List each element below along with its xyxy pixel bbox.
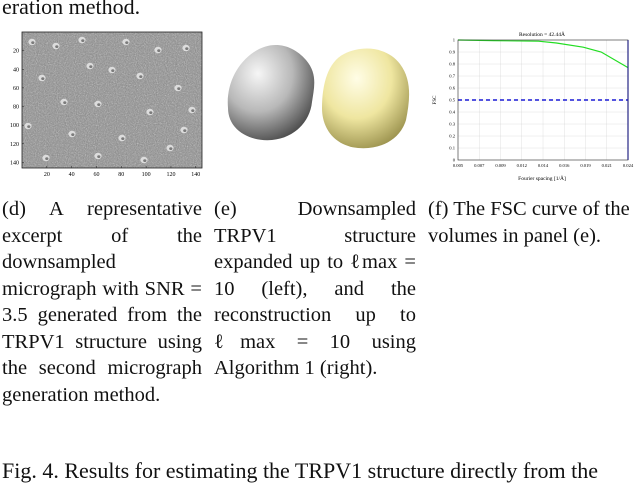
y-tick-label: 20	[13, 48, 19, 55]
preceding-text-fragment: eration method.	[2, 0, 141, 19]
particle-core	[185, 47, 188, 50]
y-tick-label: 0	[452, 157, 455, 163]
x-tick-label: 0.021	[601, 163, 612, 168]
x-tick-label: 0.024	[622, 163, 634, 168]
y-tick-label: 0.7	[449, 73, 455, 79]
particle-core	[149, 111, 152, 114]
y-tick-label: 40	[13, 67, 19, 74]
y-tick-label: 120	[10, 141, 19, 148]
particle-core	[177, 87, 180, 90]
particle-core	[63, 101, 66, 104]
reconstructed-volume	[322, 49, 409, 149]
x-tick-label: 100	[141, 172, 151, 178]
x-tick-label: 140	[191, 172, 201, 178]
y-tick-label: 60	[13, 85, 19, 92]
caption-d: (d) A representative excerpt of the downsampled micrograph with SNR = 3.5 generated from the TRPV1 structure using the second micrograph generation method.	[2, 198, 202, 406]
particle-core	[27, 125, 30, 128]
x-tick-label: 0.016	[559, 163, 570, 168]
particle-core	[191, 109, 194, 112]
particle-core	[97, 103, 100, 106]
x-tick-label: 80	[118, 172, 125, 178]
y-tick-label: 100	[10, 123, 19, 130]
particle-core	[71, 133, 74, 136]
particle-core	[121, 137, 124, 140]
x-tick-label: 60	[93, 172, 100, 178]
x-tick-label: 0.007	[474, 163, 485, 168]
particle-core	[31, 41, 34, 44]
caption-f: (f) The FSC curve of the volumes in panel (e).	[428, 198, 630, 247]
panel-f-fsc-chart	[428, 30, 638, 187]
y-tick-label: 1	[452, 37, 455, 43]
x-tick-label: 40	[68, 172, 75, 178]
x-tick-label: 0.005	[452, 163, 464, 168]
particle-core	[139, 75, 142, 78]
y-tick-label: 0.4	[449, 109, 455, 115]
figure-caption-fragment: Fig. 4. Results for estimating the TRPV1 structure directly from the	[2, 458, 598, 483]
chart-title: Resolution = 42.44Å	[518, 32, 566, 38]
y-tick-label: 80	[13, 104, 19, 111]
y-tick-label: 0.1	[449, 145, 455, 151]
y-tick-label: 0.6	[449, 85, 455, 91]
particle-core	[55, 45, 58, 48]
x-tick-label: 0.014	[537, 163, 549, 168]
particle-core	[157, 49, 160, 52]
downsampled-trpv1-volume	[228, 45, 315, 140]
x-tick-label: 0.009	[495, 163, 506, 168]
particle-core	[81, 39, 84, 42]
particle-core	[41, 77, 44, 80]
particle-core	[183, 129, 186, 132]
particle-core	[125, 41, 128, 44]
micrograph-noise	[22, 32, 202, 168]
y-tick-label: 0.2	[449, 133, 455, 139]
caption-e: (e) Downsampled TRPV1 structure expanded up to ℓmax = 10 (left), and the reconstruction up to ℓmax = 10 using Algorithm 1 (right).	[214, 198, 416, 379]
panel-d-micrograph	[2, 30, 206, 185]
particle-core	[97, 155, 100, 158]
x-axis-label: Fourier spacing [1/Å]	[518, 176, 566, 182]
x-tick-label: 0.012	[516, 163, 527, 168]
chart-ticks	[449, 38, 634, 168]
particle-core	[143, 159, 146, 162]
particle-core	[45, 157, 48, 160]
particle-core	[169, 147, 172, 150]
x-tick-label: 20	[43, 172, 50, 178]
x-tick-label: 0.019	[580, 163, 591, 168]
panel-e-volumes	[214, 30, 418, 185]
fsc-chart	[428, 30, 638, 182]
y-tick-label: 140	[10, 160, 19, 167]
y-tick-label: 0.8	[449, 61, 455, 67]
micrograph-figure	[2, 30, 206, 180]
y-tick-label: 0.9	[449, 49, 455, 55]
volumes-figure	[214, 30, 418, 180]
y-axis-label: FSC	[433, 95, 438, 105]
x-tick-label: 120	[166, 172, 176, 178]
particle-core	[89, 65, 92, 68]
y-tick-label: 0.5	[449, 97, 455, 103]
y-tick-label: 0.3	[449, 121, 455, 127]
particle-core	[111, 69, 114, 72]
